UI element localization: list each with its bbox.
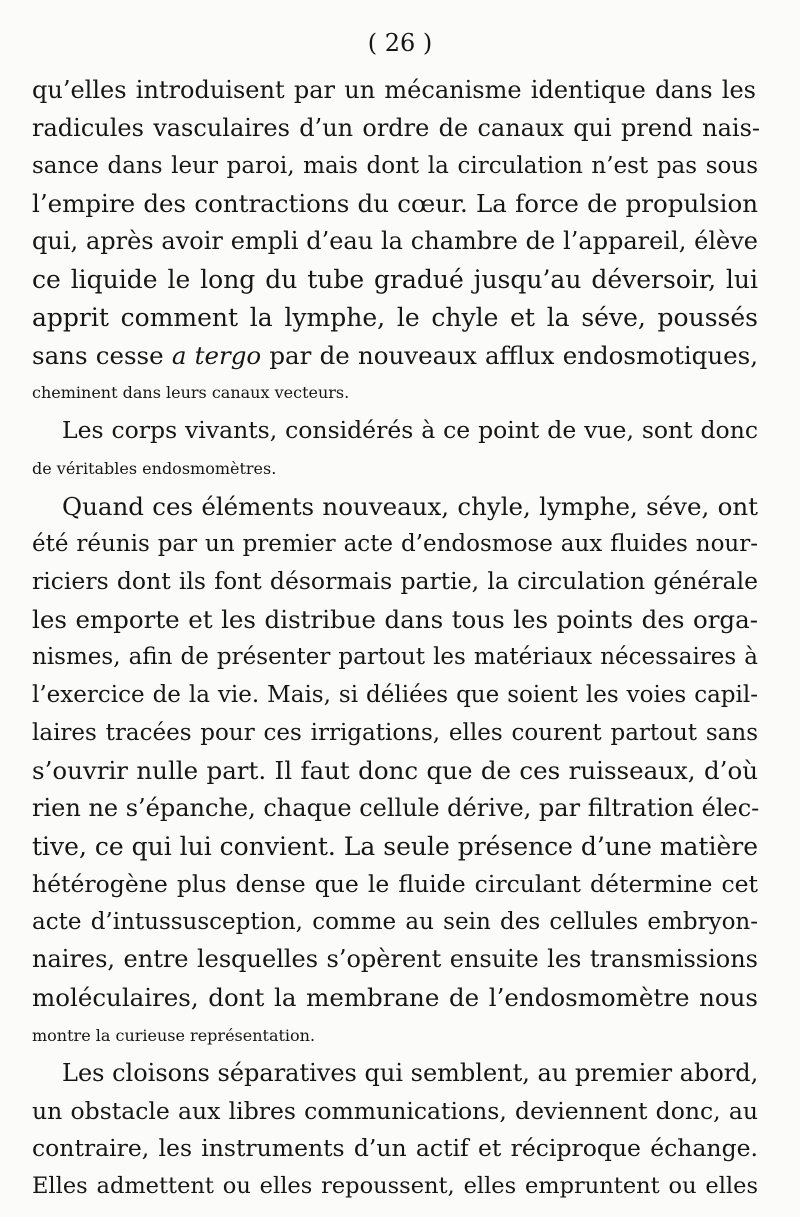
text-line: qu’elles introduisent par un mécanisme identique dans les — [32, 76, 756, 104]
text-line: radicules vasculaires d’un ordre de canaux qui prend nais- — [32, 113, 760, 142]
text-span: sans cesse — [32, 340, 172, 370]
text-line: de véritables endosmomètres. — [32, 458, 277, 478]
text-line: l’exercice de la vie. Mais, si déliées que soient les voies capil- — [32, 681, 758, 708]
text-line: sance dans leur paroi, mais dont la circulation n’est pas sous — [32, 152, 758, 179]
text-line: moléculaires, dont la membrane de l’endosmomètre nous — [32, 983, 758, 1013]
text-line: été réunis par un premier acte d’endosmose aux fluides nour- — [32, 530, 758, 557]
body-text — [32, 72, 760, 1206]
italic-phrase: a tergo — [171, 340, 262, 370]
text-line-with-italic — [32, 337, 758, 375]
text-line: laires tracées pour ces irrigations, elles courent partout sans — [32, 719, 758, 746]
text-span: par de nouveaux afflux endosmotiques, — [261, 340, 758, 370]
text-line: un obstacle aux libres communications, deviennent donc, au — [32, 1096, 758, 1125]
text-line: qui, après avoir empli d’eau la chambre de l’appareil, élève — [32, 227, 758, 256]
paragraph-first-line: Quand ces éléments nouveaux, chyle, lymphe, séve, ont — [62, 491, 758, 521]
text-line: nismes, afin de présenter partout les matériaux nécessaires à — [32, 643, 758, 670]
text-line: apprit comment la lymphe, le chyle et la séve, poussés — [32, 302, 758, 332]
text-line: tive, ce qui lui convient. La seule présence d’une matière — [32, 831, 759, 861]
text-line: s’ouvrir nulle part. Il faut donc que de ces ruisseaux, d’où — [32, 756, 758, 786]
page-number: ( 26 ) — [367, 29, 433, 57]
text-line: naires, entre lesquelles s’opèrent ensuite les transmissions — [32, 945, 758, 974]
text-line: hétérogène plus dense que le fluide circulant détermine cet — [32, 869, 758, 898]
text-line: riciers dont ils font désormais partie, la circulation générale — [32, 567, 758, 596]
text-line: l’empire des contractions du cœur. La force de propulsion — [32, 189, 758, 219]
paragraph-first-line: Les corps vivants, considérés à ce point de vue, sont donc — [62, 416, 758, 445]
paragraph-first-line: Les cloisons séparatives qui semblent, au premier abord, — [62, 1058, 759, 1087]
text-line: ce liquide le long du tube gradué jusqu’au déversoir, lui — [32, 264, 758, 294]
text-line: les emporte et les distribue dans tous les points des orga- — [32, 605, 758, 635]
text-line: rien ne s’épanche, chaque cellule dérive, par filtration élec- — [32, 794, 760, 823]
text-line: montre la curieuse représentation. — [32, 1025, 316, 1045]
text-line: acte d’intussusception, comme au sein des cellules embryon- — [32, 908, 758, 935]
text-line: cheminent dans leurs canaux vecteurs. — [32, 383, 350, 403]
text-line: contraire, les instruments d’un actif et réciproque échange. — [32, 1134, 758, 1163]
text-line: Elles admettent ou elles repoussent, elles empruntent ou elles — [32, 1173, 758, 1200]
